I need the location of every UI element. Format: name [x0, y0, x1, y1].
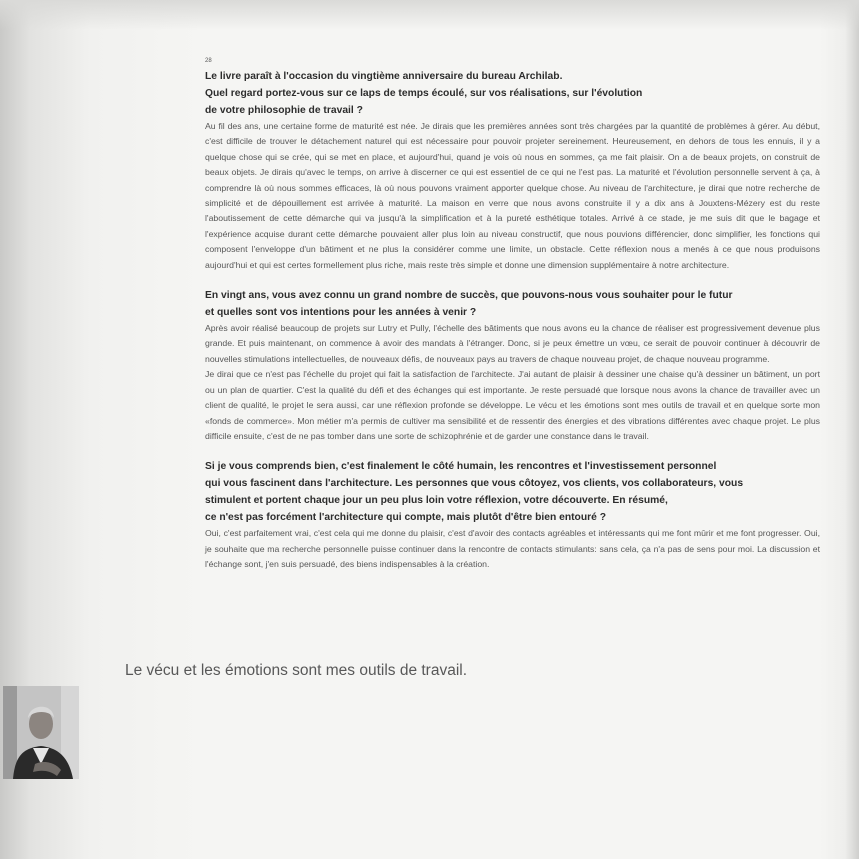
- portrait-photo: [3, 686, 79, 779]
- question-line: qui vous fascinent dans l'architecture. Les personnes que vous côtoyez, vos clients, vos collaborateurs, vous: [205, 478, 744, 490]
- question-3: [205, 458, 820, 526]
- interview-block-2: [205, 287, 820, 444]
- question-line: ce n'est pas forcément l'architecture qui compte, mais plutôt d'être bien entouré ?: [205, 512, 607, 524]
- answer-2: [205, 321, 820, 444]
- question-line: Le livre paraît à l'occasion du vingtième anniversaire du bureau Archilab.: [205, 71, 563, 82]
- answer-1: [205, 119, 820, 273]
- question-line: Quel regard portez-vous sur ce laps de temps écoulé, sur vos réalisations, sur l'évolution: [205, 88, 643, 99]
- answer-paragraph: Au fil des ans, une certaine forme de maturité est née. Je dirais que les premières années sont très chargées par la quantité de problèmes à gérer. Au début, c'est difficile de trouver le détachement naturel qui est nécessaire pour pouvoir projeter sereinement. Heureusement, en dehors de tous les ennuis, il y a quelque chose qui se crée, qui se met en place, et aujourd'hui, quand je vois où nous en sommes, ça me fait plaisir. On a de beaux projets, on construit de beaux objets. Je dirais qu'avec le temps, on arrive à discerner ce qui est essentiel de ce qui ne l'est pas. La maturité et l'évolution personnelle servent à ça, à comprendre là où nous sommes efficaces, là où nous pouvons vraiment apporter quelque chose. Au niveau de l'architecture, je dirai que notre recherche de simplicité et de dépouillement est arrivée à maturité. La maison en verre que nous avons construite il y a dix ans à Jouxtens-Mézery est du reste l'aboutissement de cette démarche qui va jusqu'à la simplification et à la pureté esthétique totales. Arrivé à ce stade, je me suis dit que le bagage et l'expérience acquise durant cette démarche pouvaient aller plus loin au niveau constructif, que nous pouvions différencier, donc simplifier, les fonctions qui composent l'enveloppe d'un bâtiment et ne plus la considérer comme une limite, un obstacle. Cette réflexion nous a menés à ce que nous produisons aujourd'hui et qui est certes formellement plus riche, mais reste très simple et donne une dimension supplémentaire à notre architecture.: [205, 121, 820, 270]
- question-2: [205, 287, 820, 321]
- answer-paragraph: Oui, c'est parfaitement vrai, c'est cela qui me donne du plaisir, c'est d'avoir des contacts agréables et intéressants qui me font mûrir et me font progresser. Oui, je souhaite que ma recherche personnelle puisse continuer dans la rencontre de contacts stimulants: sans cela, ça n'a pas de sens pour moi. La discussion et l'échange sont, j'en suis persuadé, des biens indispensables à la création.: [205, 528, 820, 570]
- answer-3: [205, 526, 820, 572]
- interview-block-3: [205, 458, 820, 572]
- question-line: stimulent et portent chaque jour un peu plus loin votre réflexion, votre découverte. En résumé,: [205, 495, 668, 507]
- interview-text: [205, 68, 820, 587]
- interview-block-1: [205, 68, 820, 273]
- pull-quote: Le vécu et les émotions sont mes outils de travail.: [125, 662, 468, 679]
- answer-paragraph: Je dirai que ce n'est pas l'échelle du projet qui fait la satisfaction de l'architecte. J'ai autant de plaisir à dessiner une chaise qu'à dessiner un bâtiment, un port ou un plan de quartier. C'est la qualité du défi et des échanges qui est importante. Je reste persuadé que lorsque nous avons la chance de travailler avec un client de qualité, le projet le sera aussi, car une réflexion profonde se développe. Le vécu et les émotions sont mes outils de travail et en quelque sorte mon «fonds de commerce». Mon métier m'a permis de cultiver ma sensibilité et de ressentir des énergies et des vibrations différentes avec chaque projet. Le plus difficile ensuite, c'est de ne pas tomber dans une sorte de schizophrénie et de garder une constance dans le travail.: [205, 369, 820, 441]
- question-line: En vingt ans, vous avez connu un grand nombre de succès, que pouvons-nous vous souhaiter pour le futur: [205, 290, 733, 302]
- question-line: de votre philosophie de travail ?: [205, 105, 363, 116]
- portrait-illustration: [3, 686, 79, 779]
- page-shadow: [0, 0, 859, 30]
- answer-paragraph: Après avoir réalisé beaucoup de projets sur Lutry et Pully, l'échelle des bâtiments que nous avons eu la chance de réaliser est progressivement devenue plus grande. Et puis maintenant, on commence à avoir des mandats à l'étranger. Donc, si je peux émettre un vœu, ce serait de pouvoir continuer à découvrir de nouvelles stimulations intellectuelles, de nouveaux défis, de nouveaux pays au travers de chaque nouveau projet, de chaque nouveau programme.: [205, 323, 820, 364]
- question-line: et quelles sont vos intentions pour les années à venir ?: [205, 307, 477, 319]
- question-line: Si je vous comprends bien, c'est finalement le côté humain, les rencontres et l'investissement personnel: [205, 461, 717, 473]
- question-1: [205, 68, 820, 119]
- page-number: 28: [205, 58, 212, 64]
